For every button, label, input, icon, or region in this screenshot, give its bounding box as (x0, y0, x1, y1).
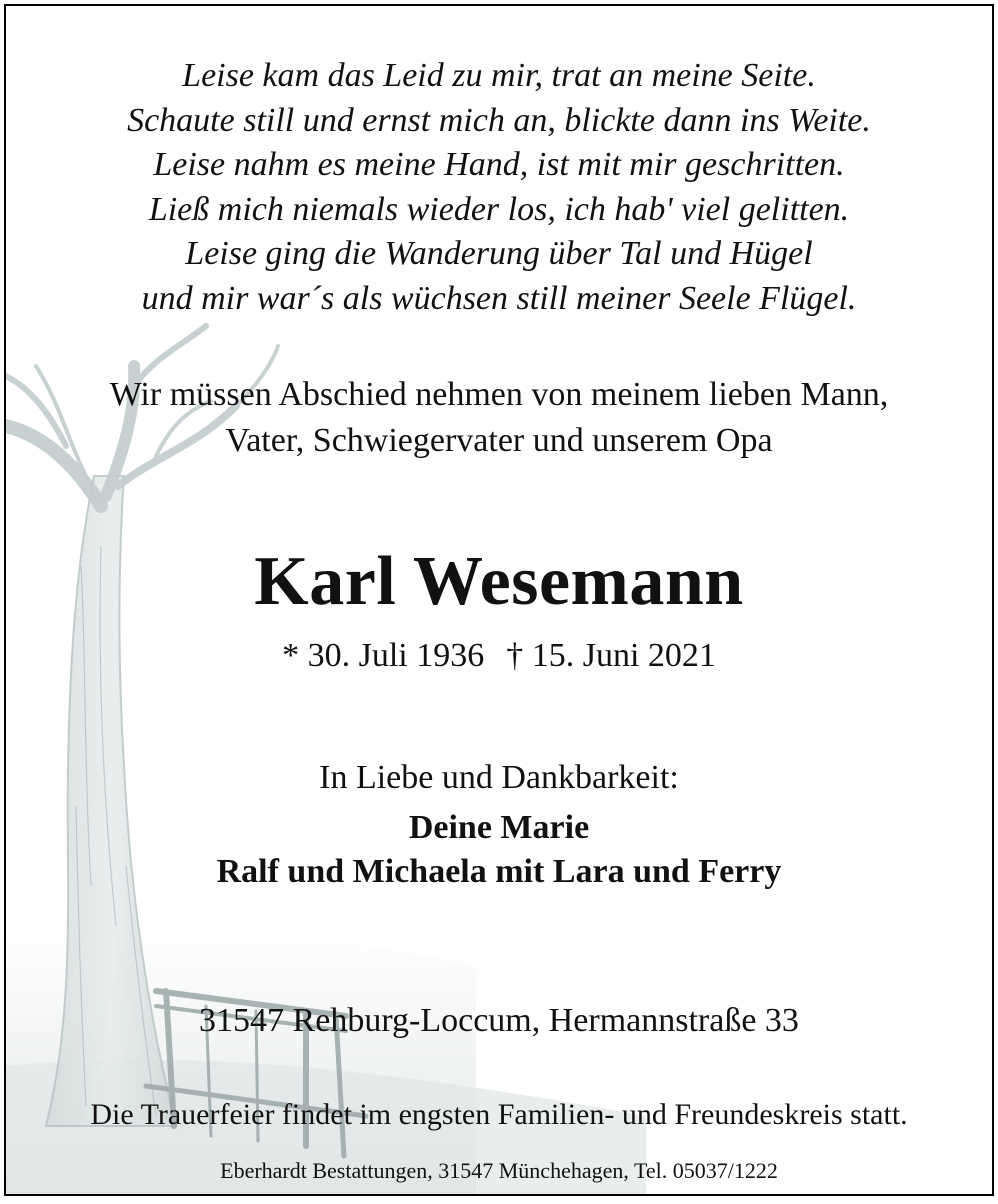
birth-date: * 30. Juli 1936 (282, 637, 485, 674)
poem-line: Schaute still und ernst mich an, blickte dann ins Weite. (127, 101, 871, 139)
mourner-line-1: Deine Marie (408, 809, 590, 846)
intro-line-2: Vater, Schwiegervater und unserem Opa (225, 422, 773, 459)
poem-line: und mir war´s als wüchsen still meiner Seele Flügel. (141, 279, 857, 317)
funeral-home-footer: Eberhardt Bestattungen, 31547 Münchehagen, Tel. 05037/1222 (220, 1158, 778, 1183)
mourner-line-2: Ralf und Michaela mit Lara und Ferry (216, 853, 782, 890)
intro-line-1: Wir müssen Abschied nehmen von meinem lieben Mann, (109, 376, 889, 413)
poem-line: Leise kam das Leid zu mir, trat an meine Seite. (182, 57, 816, 94)
poem-line: Ließ mich niemals wieder los, ich hab' viel gelitten. (148, 190, 850, 228)
ceremony-note: Die Trauerfeier findet im engsten Familien- und Freundeskreis statt. (90, 1098, 908, 1131)
farewell-intro (6, 372, 992, 464)
deceased-name: Karl Wesemann (254, 543, 744, 620)
family-address: 31547 Rehburg-Loccum, Hermannstraße 33 (199, 1002, 799, 1039)
poem-line: Leise nahm es meine Hand, ist mit mir geschritten. (153, 146, 845, 184)
poem-line: Leise ging die Wanderung über Tal und Hügel (185, 235, 813, 273)
mourners-names (6, 806, 992, 894)
obituary-notice (4, 4, 994, 1196)
death-date: † 15. Juni 2021 (506, 637, 716, 674)
mourners-heading: In Liebe und Dankbarkeit: (319, 759, 679, 796)
life-dates (6, 634, 992, 678)
poem (6, 54, 992, 322)
